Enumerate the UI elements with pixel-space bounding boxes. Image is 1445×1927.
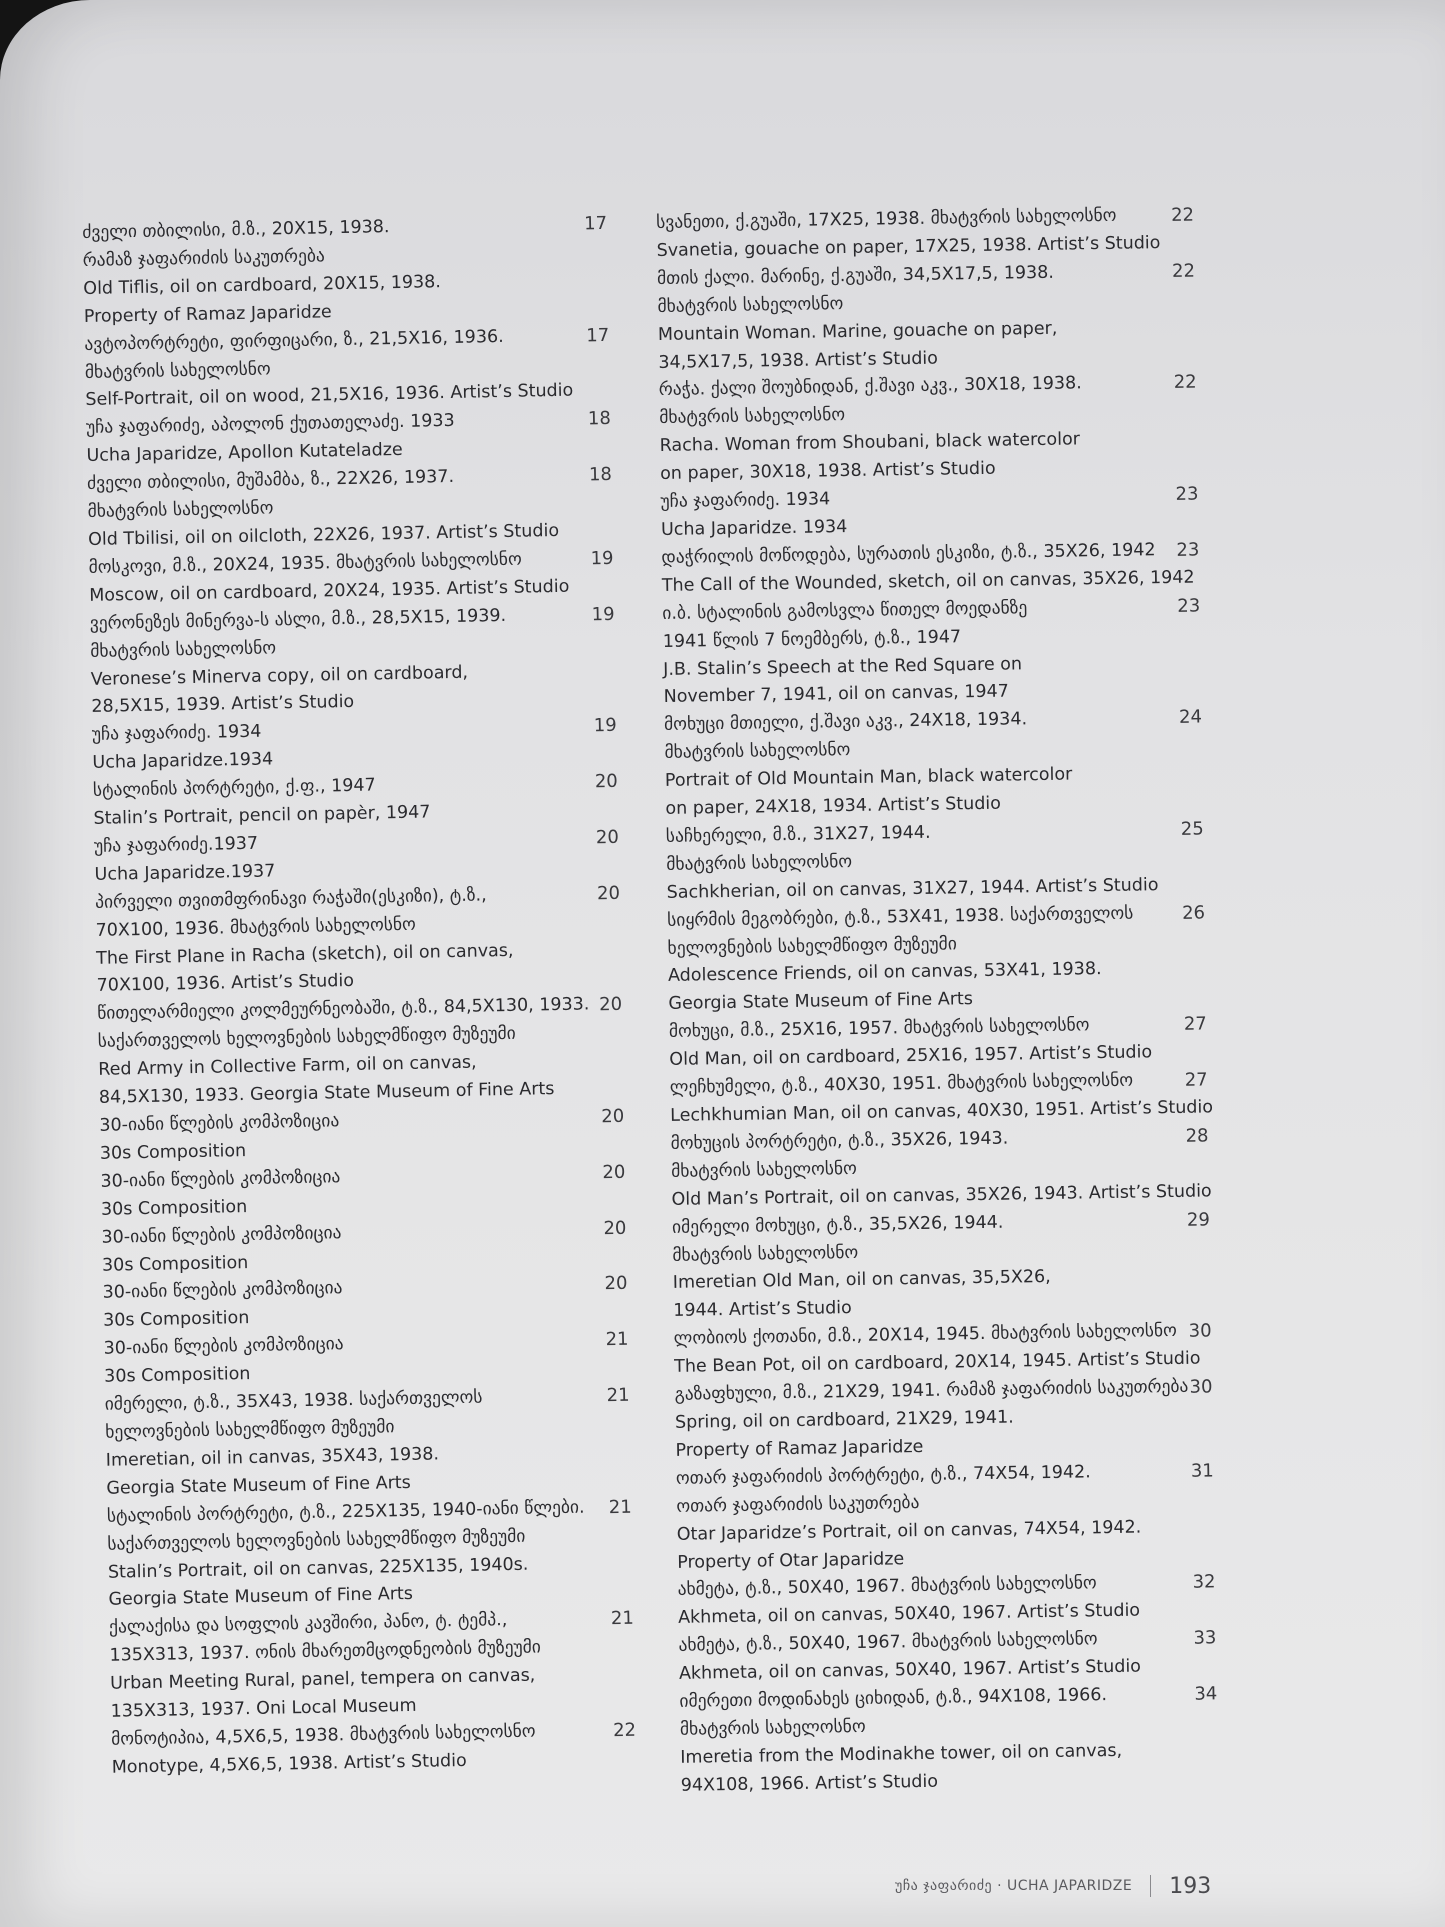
caption-entry <box>92 712 623 778</box>
caption-entry <box>660 480 1241 545</box>
caption-line: 135X313, 1937. ონის მხარეთმცოდნეობის მუზეუმი <box>109 1637 542 1666</box>
page-reference-number: 20 <box>603 1217 627 1239</box>
caption-line: Imeretia from the Modinakhe tower, oil on canvas, <box>680 1740 1123 1768</box>
page-reference-number: 34 <box>1194 1683 1218 1705</box>
caption-entry <box>86 405 617 471</box>
page-reference-number: 21 <box>606 1384 630 1407</box>
caption-line: 30-იანი წლების კომპოზიცია <box>101 1222 342 1248</box>
caption-line: Georgia State Museum of Fine Arts <box>106 1472 411 1499</box>
caption-entry <box>103 1326 634 1392</box>
caption-entry <box>93 768 624 834</box>
caption-line: Property of Otar Japaridze <box>677 1548 905 1573</box>
caption-line: საჩხერელი, მ.ზ., 31X27, 1944. <box>665 822 931 847</box>
caption-line: იმერელი მოხუცი, ტ.ზ., 35,5X26, 1944. <box>671 1212 1004 1238</box>
caption-line: ხელოვნების სახელმწიფო მუზეუმი <box>105 1417 395 1443</box>
caption-entry <box>679 1680 1261 1801</box>
page-reference-number: 22 <box>612 1719 637 1742</box>
caption-line: უჩა ჯაფარიძე, აპოლონ ქუთათელაძე. 1933 <box>85 411 455 439</box>
caption-line: ოთარ ჯაფარიძის საკუთრება <box>676 1492 920 1517</box>
caption-line: Adolescence Friends, oil on canvas, 53X41, 1938. <box>667 959 1102 987</box>
caption-entry <box>674 1317 1255 1382</box>
page-reference-number: 17 <box>583 212 608 235</box>
caption-line: სტალინის პორტრეტი, ქ.ფ., 1947 <box>92 775 376 802</box>
caption-entry <box>84 321 616 415</box>
page-reference-number: 25 <box>1180 818 1204 840</box>
caption-line: 30s Composition <box>104 1364 251 1387</box>
caption-line: Old Man’s Portrait, oil on canvas, 35X26, 1943. Artist’s Studio <box>671 1181 1212 1210</box>
caption-line: Moscow, oil on cardboard, 20X24, 1935. Artist’s Studio <box>89 576 570 606</box>
caption-line: 34,5X17,5, 1938. Artist’s Studio <box>658 348 939 373</box>
caption-entry <box>674 1373 1255 1466</box>
caption-line: Lechkhumian Man, oil on canvas, 40X30, 1951. Artist’s Studio <box>670 1097 1214 1126</box>
caption-line: Ucha Japaridze.1937 <box>94 861 276 885</box>
caption-line: 135X313, 1937. Oni Local Museum <box>110 1695 417 1722</box>
page-reference-number: 20 <box>598 994 623 1016</box>
page-reference-number: 28 <box>1185 1125 1209 1147</box>
caption-line: Urban Meeting Rural, panel, tempera on canvas, <box>109 1665 536 1694</box>
caption-line: 30s Composition <box>102 1308 250 1332</box>
running-head: უჩა ჯაფარიძე · UCHA JAPARIDZE <box>895 1878 1133 1894</box>
caption-line: 30-იანი წლების კომპოზიცია <box>102 1278 343 1304</box>
page-reference-number: 19 <box>591 603 615 625</box>
caption-line: Property of Ramaz Japaridze <box>675 1436 924 1461</box>
caption-line: J.B. Stalin’s Speech at the Red Square on <box>663 653 1023 680</box>
caption-line: on paper, 30X18, 1938. Artist’s Studio <box>659 458 996 485</box>
page-reference-number: 22 <box>1173 371 1197 394</box>
caption-entry <box>664 703 1246 824</box>
left-caption-column <box>82 210 642 1783</box>
caption-line: Imeretian Old Man, oil on canvas, 35,5X26, <box>672 1267 1051 1294</box>
page-reference-number: 27 <box>1184 1069 1208 1091</box>
caption-line: სიყრმის მეგობრები, ტ.ზ., 53X41, 1938. საქართველოს <box>667 903 1134 931</box>
caption-line: მხატვრის სახელოსნო <box>659 405 846 429</box>
caption-line: ოთარ ჯაფარიძის პორტრეტი, ტ.ზ., 74X54, 1942. <box>675 1462 1091 1489</box>
caption-line: Monotype, 4,5X6,5, 1938. Artist’s Studio <box>111 1750 467 1778</box>
caption-entry <box>662 592 1244 713</box>
caption-line: Georgia State Museum of Fine Arts <box>108 1584 414 1611</box>
caption-line: მხატვრის სახელოსნო <box>87 498 274 523</box>
page-reference-number: 31 <box>1190 1460 1214 1482</box>
caption-line: The First Plane in Racha (sketch), oil on canvas, <box>95 940 514 969</box>
caption-entry <box>657 257 1239 378</box>
caption-line: მოხუცი, მ.ზ., 25X16, 1957. მხატვრის სახელოსნო <box>668 1015 1090 1043</box>
caption-entry <box>676 1457 1258 1578</box>
caption-line: უჩა ჯაფარიძე. 1934 <box>660 489 831 513</box>
page-number: 193 <box>1169 1873 1212 1899</box>
caption-line: Portrait of Old Mountain Man, black watercolor <box>664 764 1073 792</box>
caption-entry <box>111 1716 642 1782</box>
caption-line: დაჭრილის მოწოდება, სურათის ესკიზი, ტ.ზ., 35X26, 1942 <box>661 540 1156 568</box>
caption-line: November 7, 1941, oil on canvas, 1947 <box>663 681 1009 708</box>
page-reference-number: 21 <box>608 1496 632 1518</box>
caption-line: ლობიოს ქოთანი, მ.ზ., 20X14, 1945. მხატვრის სახელოსნო <box>673 1321 1178 1350</box>
caption-line: The Bean Pot, oil on cardboard, 20X14, 1945. Artist’s Studio <box>674 1348 1201 1378</box>
caption-line: მხატვრის სახელოსნო <box>664 740 851 764</box>
page-reference-number: 21 <box>610 1607 635 1630</box>
caption-line: Veronese’s Minerva copy, oil on cardboard, <box>90 662 469 690</box>
caption-entry <box>99 1103 630 1169</box>
caption-entry <box>659 368 1241 489</box>
caption-line: მხატვრის სახელოსნო <box>672 1242 859 1266</box>
caption-entry <box>97 991 629 1113</box>
caption-line: იმერეთი მოდინახეს ციხიდან, ტ.ზ., 94X108, 1966. <box>679 1685 1108 1712</box>
page-reference-number: 20 <box>595 826 620 849</box>
caption-line: Red Army in Collective Farm, oil on canvas, <box>98 1052 477 1081</box>
caption-line: ვერონეზეს მინერვა-ს ასლი, მ.ზ., 28,5X15, 1939. <box>89 605 507 634</box>
caption-entry <box>105 1382 637 1504</box>
page-reference-number: 22 <box>1170 204 1195 226</box>
page-reference-number: 18 <box>587 408 612 430</box>
caption-line: ახმეტა, ტ.ზ., 50X40, 1967. მხატვრის სახელოსნო <box>677 1573 1097 1601</box>
caption-line: 70X100, 1936. Artist’s Studio <box>96 971 355 997</box>
caption-line: 30s Composition <box>101 1252 249 1276</box>
caption-line: მოხუცი მთიელი, ქ.შავი აკვ., 24X18, 1934. <box>663 709 1028 736</box>
caption-line: Racha. Woman from Shoubani, black watercolor <box>659 429 1081 457</box>
caption-line: Stalin’s Portrait, pencil on papèr, 1947 <box>93 802 431 829</box>
caption-entry <box>678 1624 1259 1689</box>
page-reference-number: 20 <box>604 1273 628 1295</box>
caption-line: მხატვრის სახელოსნო <box>657 293 844 317</box>
caption-line: წითელარმიელი კოლმეურნეობაში, ტ.ზ., 84,5X130, 1933. <box>97 994 590 1025</box>
caption-line: მხატვრის სახელოსნო <box>84 358 271 383</box>
caption-entry <box>677 1568 1258 1633</box>
caption-line: 30-იანი წლების კომპოზიცია <box>99 1111 340 1136</box>
caption-line: მხატვრის სახელოსნო <box>666 851 853 875</box>
caption-line: ლეჩხუმელი, ტ.ზ., 40X30, 1951. მხატვრის სახელოსნო <box>669 1070 1134 1098</box>
caption-line: Georgia State Museum of Fine Arts <box>668 989 974 1015</box>
caption-line: Akhmeta, oil on canvas, 50X40, 1967. Artist’s Studio <box>677 1600 1141 1629</box>
caption-entry <box>94 824 625 890</box>
caption-line: სტალინის პორტრეტი, ტ.ზ., 225X135, 1940-იანი წლები. <box>106 1497 585 1527</box>
page-reference-number: 19 <box>593 715 617 737</box>
footer-divider <box>1150 1875 1151 1897</box>
caption-entry <box>107 1493 639 1615</box>
caption-line: Ucha Japaridze, Apollon Kutateladze <box>86 440 403 467</box>
caption-line: მთის ქალი. მარინე, ქ.გუაში, 34,5X17,5, 1938. <box>656 262 1055 289</box>
page-reference-number: 26 <box>1181 902 1206 924</box>
page-reference-number: 20 <box>594 770 618 793</box>
caption-line: ხელოვნების სახელმწიფო მუზეუმი <box>667 933 957 959</box>
caption-entry <box>661 536 1242 601</box>
page-reference-number: 33 <box>1193 1627 1217 1649</box>
caption-line: გაზაფხული, მ.ზ., 21X29, 1941. რამაზ ჯაფარიძის საკუთრება <box>674 1376 1189 1405</box>
caption-line: Ucha Japaridze.1934 <box>92 749 274 774</box>
caption-line: Stalin’s Portrait, oil on canvas, 225X135, 1940s. <box>107 1554 529 1583</box>
page-reference-number: 19 <box>590 547 614 570</box>
caption-line: 30s Composition <box>99 1140 247 1164</box>
caption-line: Old Man, oil on cardboard, 25X16, 1957. Artist’s Studio <box>669 1042 1153 1071</box>
caption-line: მხატვრის სახელოსნო <box>90 637 277 662</box>
caption-line: მოხუცის პორტრეტი, ტ.ზ., 35X26, 1943. <box>670 1128 1009 1154</box>
caption-entry <box>88 545 619 611</box>
caption-line: Spring, oil on cardboard, 21X29, 1941. <box>674 1407 1014 1433</box>
caption-line: Property of Ramaz Japaridze <box>83 301 332 327</box>
caption-entry <box>101 1214 632 1280</box>
caption-line: პირველი თვითმფრინავი რაჭაში(ესკიზი), ტ.ზ., <box>94 885 487 913</box>
caption-line: ახმეტა, ტ.ზ., 50X40, 1967. მხატვრის სახელოსნო <box>678 1629 1098 1657</box>
caption-line: 30s Composition <box>100 1196 248 1220</box>
caption-line: მხატვრის სახელოსნო <box>670 1158 858 1182</box>
caption-line: on paper, 24X18, 1934. Artist’s Studio <box>665 793 1002 819</box>
caption-entry <box>656 201 1237 266</box>
caption-line: Mountain Woman. Marine, gouache on paper, <box>657 318 1058 345</box>
caption-line: 30-იანი წლების კომპოზიცია <box>100 1167 341 1192</box>
page-reference-number: 20 <box>601 1105 625 1128</box>
caption-line: ძველი თბილისი, მ.ზ., 20X15, 1938. <box>82 217 390 243</box>
caption-entry <box>109 1605 641 1727</box>
caption-entry <box>87 461 619 555</box>
page-reference-number: 29 <box>1186 1209 1210 1231</box>
caption-entry <box>672 1205 1254 1326</box>
caption-line: Svanetia, gouache on paper, 17X25, 1938. Artist’s Studio <box>656 232 1161 261</box>
caption-line: მხატვრის სახელოსნო <box>679 1716 866 1740</box>
caption-entry <box>666 815 1247 908</box>
page-footer <box>895 1872 1211 1900</box>
caption-line: საქართველოს ხელოვნების სახელმწიფო მუზეუმი <box>97 1024 516 1053</box>
page-reference-number: 23 <box>1175 483 1199 505</box>
page-reference-number: 20 <box>596 882 621 904</box>
page-reference-number: 17 <box>586 324 610 346</box>
page-reference-number: 30 <box>1189 1376 1213 1398</box>
page-reference-number: 27 <box>1183 1013 1207 1036</box>
page-reference-number: 18 <box>588 464 613 486</box>
caption-line: Old Tiflis, oil on cardboard, 20X15, 1938. <box>83 271 442 299</box>
caption-line: Otar Japaridze’s Portrait, oil on canvas, 74X54, 1942. <box>676 1517 1142 1545</box>
page-reference-number: 21 <box>605 1328 629 1351</box>
caption-entry <box>667 898 1249 1019</box>
caption-line: რამაზ ჯაფარიძის საკუთრება <box>82 246 326 271</box>
caption-line: 1941 წლის 7 ნოემბერს, ტ.ზ., 1947 <box>662 626 962 652</box>
page-reference-number: 32 <box>1192 1571 1216 1594</box>
caption-entry <box>82 210 614 332</box>
caption-line: ქალაქისა და სოფლის კავშირი, პანო, ტ. ტემპ., <box>108 1610 508 1639</box>
caption-line: Akhmeta, oil on canvas, 50X40, 1967. Artist’s Studio <box>678 1656 1142 1684</box>
caption-line: Self-Portrait, oil on wood, 21,5X16, 1936. Artist’s Studio <box>85 381 574 411</box>
right-caption-column <box>656 201 1261 1801</box>
caption-entry <box>669 1010 1250 1075</box>
caption-line: ი.ბ. სტალინის გამოსვლა წითელ მოედანზე <box>662 597 1028 624</box>
caption-line: მოსკოვი, მ.ზ., 20X24, 1935. მხატვრის სახელოსნო <box>88 549 522 578</box>
caption-line: 94X108, 1966. Artist’s Studio <box>680 1771 939 1796</box>
caption-line: 84,5X130, 1933. Georgia State Museum of Fine Arts <box>98 1079 555 1108</box>
page-reference-number: 30 <box>1188 1320 1212 1343</box>
caption-line: მონოტიპია, 4,5X6,5, 1938. მხატვრის სახელოსნო <box>110 1721 536 1750</box>
caption-line: Imeretian, oil in canvas, 35X43, 1938. <box>105 1444 440 1471</box>
page-reference-number: 24 <box>1178 706 1203 729</box>
caption-line: ძველი თბილისი, მუშამბა, ზ., 22X26, 1937. <box>86 467 455 495</box>
caption-line: 28,5X15, 1939. Artist’s Studio <box>91 692 355 718</box>
page-reference-number: 23 <box>1176 539 1200 561</box>
caption-entry <box>95 879 627 1001</box>
caption-line: Ucha Japaridze. 1934 <box>660 517 848 540</box>
caption-line: საქართველოს ხელოვნების სახელმწიფო მუზეუმი <box>107 1526 526 1555</box>
caption-line: რაჭა. ქალი შოუბნიდან, ქ.შავი აკვ., 30X18, 1938. <box>658 373 1082 401</box>
caption-entry <box>100 1158 631 1224</box>
caption-entry <box>670 1066 1251 1131</box>
caption-line: 30-იანი წლების კომპოზიცია <box>103 1334 344 1360</box>
caption-entry <box>670 1122 1251 1215</box>
caption-line: The Call of the Wounded, sketch, oil on canvas, 35X26, 1942 <box>661 567 1195 596</box>
caption-entry <box>90 600 622 722</box>
page-reference-number: 23 <box>1177 595 1201 617</box>
caption-line: იმერელი, ტ.ზ., 35X43, 1938. საქართველოს <box>104 1387 483 1415</box>
caption-line: Sachkherian, oil on canvas, 31X27, 1944. Artist’s Studio <box>666 874 1159 903</box>
caption-line: 1944. Artist’s Studio <box>673 1298 852 1322</box>
caption-entry <box>102 1270 633 1336</box>
caption-line: სვანეთი, ქ.გუაში, 17X25, 1938. მხატვრის სახელოსნო <box>656 205 1117 233</box>
page-reference-number: 20 <box>602 1161 626 1183</box>
caption-line: უჩა ჯაფარიძე. 1934 <box>91 721 262 746</box>
page-reference-number: 22 <box>1171 260 1196 282</box>
caption-line: 70X100, 1936. მხატვრის სახელოსნო <box>95 914 417 941</box>
caption-line: უჩა ჯაფარიძე.1937 <box>93 833 259 857</box>
caption-line: Old Tbilisi, oil on oilcloth, 22X26, 1937. Artist’s Studio <box>87 520 560 550</box>
caption-line: ავტოპორტრეტი, ფირფიცარი, ზ., 21,5X16, 1936. <box>84 326 504 355</box>
